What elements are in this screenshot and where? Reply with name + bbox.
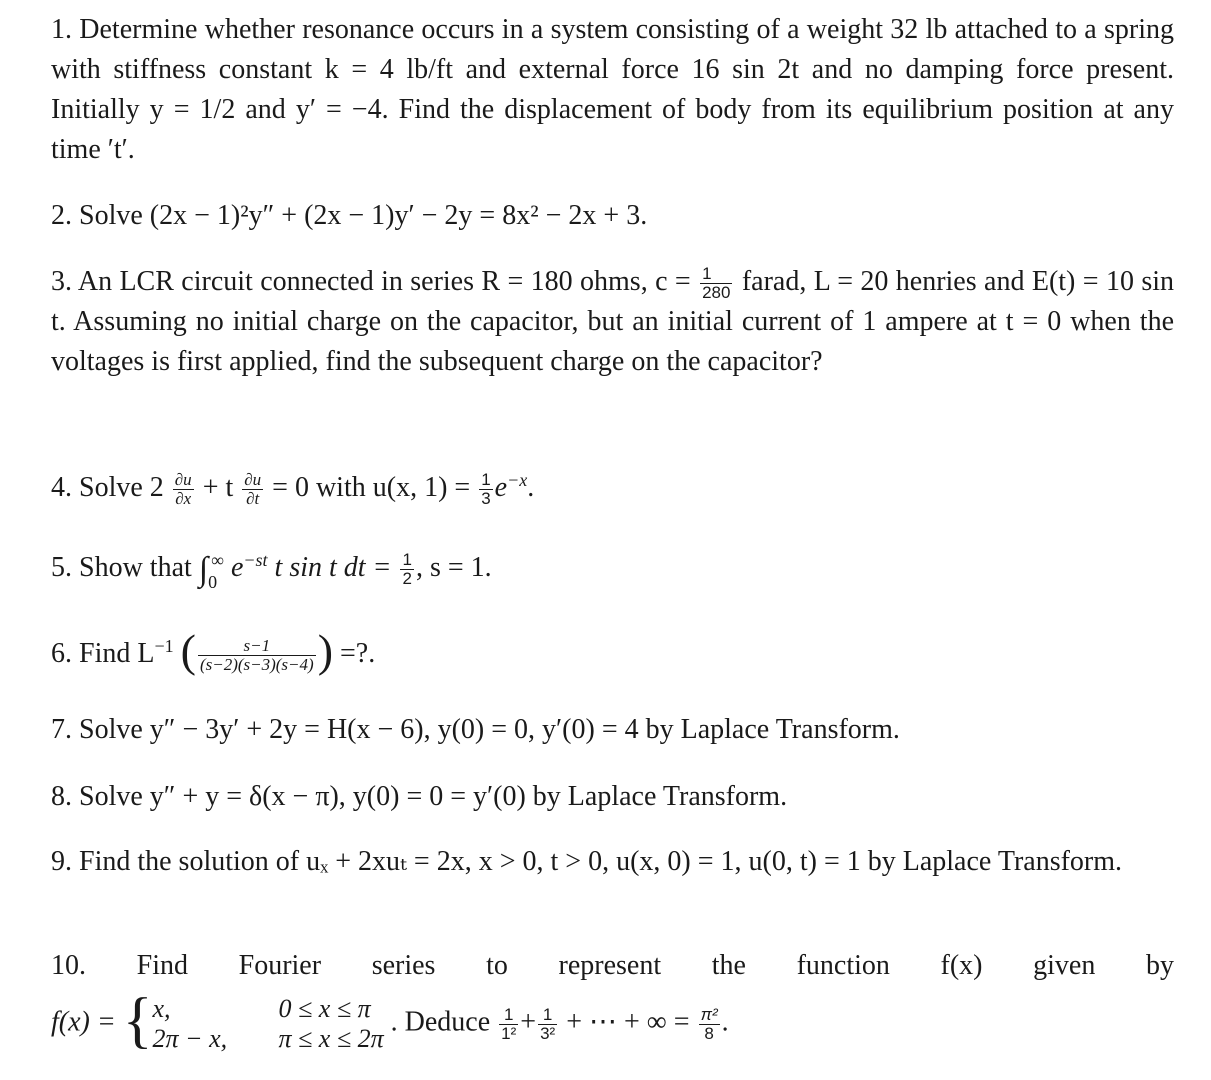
question-4-lead: 4. Solve 2: [51, 472, 164, 503]
question-7: [51, 710, 1174, 750]
case-2: [153, 1024, 384, 1054]
question-6-lead: 6. Find L: [51, 638, 155, 669]
question-10-end: .: [721, 1006, 729, 1038]
capacitance-numerator: 1: [700, 265, 732, 284]
question-8-text: 8. Solve y″ + y = δ(x − π), y(0) = 0 = y′(0) by Laplace Transform.: [51, 781, 788, 812]
question-4-exponent: −x: [507, 470, 528, 490]
one-third-num: 1: [481, 470, 491, 490]
question-4-end: .: [527, 472, 535, 503]
partial-u-x-num: ∂u: [174, 470, 192, 490]
question-10-line-1: [51, 946, 1174, 986]
question-4-condition: = 0 with u(x, 1) =: [272, 472, 471, 503]
case-1-expression: x,: [152, 994, 171, 1023]
series-plus: +: [520, 1006, 537, 1038]
question-10-line-2: [51, 986, 1174, 1055]
question-1-text: 1. Determine whether resonance occurs in a system consisting of a weight 32 lb attached to a spring with stiffness constant k = 4 lb/ft and external force 16 sin 2t and no damping force present. Initially y = 1/2 and y′ = −4. Find the displacement of body from its equilibrium position at any time ′t′.: [51, 14, 1174, 165]
question-6-end: =?.: [340, 638, 376, 669]
question-3-after: farad, L = 20 henries and E(t) = 10 sin t. Assuming no initial charge on the capacitor, but an initial current of 1 ampere at t = 0 when the voltages is first applied, find the subsequent charge on the capacitor?: [51, 266, 1175, 378]
one-half-fraction: [400, 551, 413, 588]
series-term-1-num: 1: [499, 1006, 518, 1025]
integral-lower: 0: [208, 572, 218, 592]
laplace-fraction: [198, 637, 316, 674]
question-6: [51, 625, 1174, 676]
partial-u-t-den: ∂t: [246, 489, 260, 509]
case-2-expression: 2π − x,: [152, 1024, 228, 1053]
series-term-1-den: 1²: [501, 1023, 517, 1043]
series-term-2: [538, 1006, 557, 1043]
case-1-condition: 0 ≤ x ≤ π: [278, 994, 371, 1023]
question-1: [51, 10, 1174, 170]
piecewise-lhs: f(x) =: [51, 1006, 116, 1038]
piecewise-brace: {: [122, 986, 153, 1055]
integral-sign: ∫: [198, 551, 209, 588]
question-4: [51, 468, 1174, 508]
integral-upper: ∞: [211, 550, 224, 570]
series-term-2-den: 3²: [540, 1023, 556, 1043]
series-result-den: 8: [704, 1023, 714, 1043]
series-term-2-num: 1: [538, 1006, 557, 1025]
integrand-rest: t sin t dt =: [274, 552, 392, 583]
partial-u-t-num: ∂u: [244, 470, 262, 490]
question-2-text: 2. Solve (2x − 1)²y″ + (2x − 1)y′ − 2y = 8x² − 2x + 3.: [51, 200, 648, 231]
series-result-num: π²: [700, 1004, 718, 1024]
integrand-exponent: −st: [243, 550, 268, 570]
series-term-1: [499, 1006, 518, 1043]
one-third-den: 3: [481, 489, 491, 509]
partial-u-t: [242, 471, 263, 508]
question-5-end: , s = 1.: [415, 552, 492, 583]
deduce-label: . Deduce: [390, 1006, 491, 1038]
close-paren: ): [317, 625, 334, 676]
inverse-exponent: −1: [154, 636, 174, 656]
one-half-den: 2: [402, 569, 412, 589]
question-5-lead: 5. Show that: [51, 552, 192, 583]
capacitance-denominator: 280: [702, 283, 731, 303]
question-7-text: 7. Solve y″ − 3y′ + 2y = H(x − 6), y(0) = 0, y′(0) = 4 by Laplace Transform.: [51, 714, 900, 745]
open-paren: (: [180, 625, 196, 676]
partial-u-x: [173, 471, 194, 508]
case-2-condition: π ≤ x ≤ 2π: [278, 1024, 384, 1053]
piecewise-cases: [153, 994, 384, 1054]
question-4-exp-base: e: [494, 472, 508, 503]
question-4-mid: + t: [202, 472, 234, 503]
question-2: [51, 196, 1174, 236]
series-rest: + ⋯ + ∞ =: [566, 1006, 690, 1038]
question-9-text: 9. Find the solution of uₓ + 2xuₜ = 2x, x > 0, t > 0, u(x, 0) = 1, u(0, t) = 1 by Laplace Transform.: [51, 846, 1123, 877]
question-10-line-1-text: 10. Find Fourier series to represent the function f(x) given by: [51, 950, 1174, 981]
case-1: [153, 994, 384, 1024]
question-8: [51, 777, 1174, 817]
series-result: [699, 1006, 720, 1043]
capacitance-fraction: [700, 265, 732, 302]
one-third-fraction: [479, 471, 492, 508]
question-3-before: 3. An LCR circuit connected in series R = 180 ohms, c =: [51, 266, 691, 297]
laplace-denominator: (s−2)(s−3)(s−4): [199, 655, 314, 675]
partial-u-x-den: ∂x: [175, 489, 192, 509]
one-half-num: 1: [402, 550, 412, 570]
question-3: [51, 262, 1174, 382]
laplace-numerator: s−1: [198, 637, 316, 656]
question-5: [51, 548, 1174, 592]
integrand-base: e: [230, 552, 244, 583]
question-9: [51, 842, 1174, 882]
